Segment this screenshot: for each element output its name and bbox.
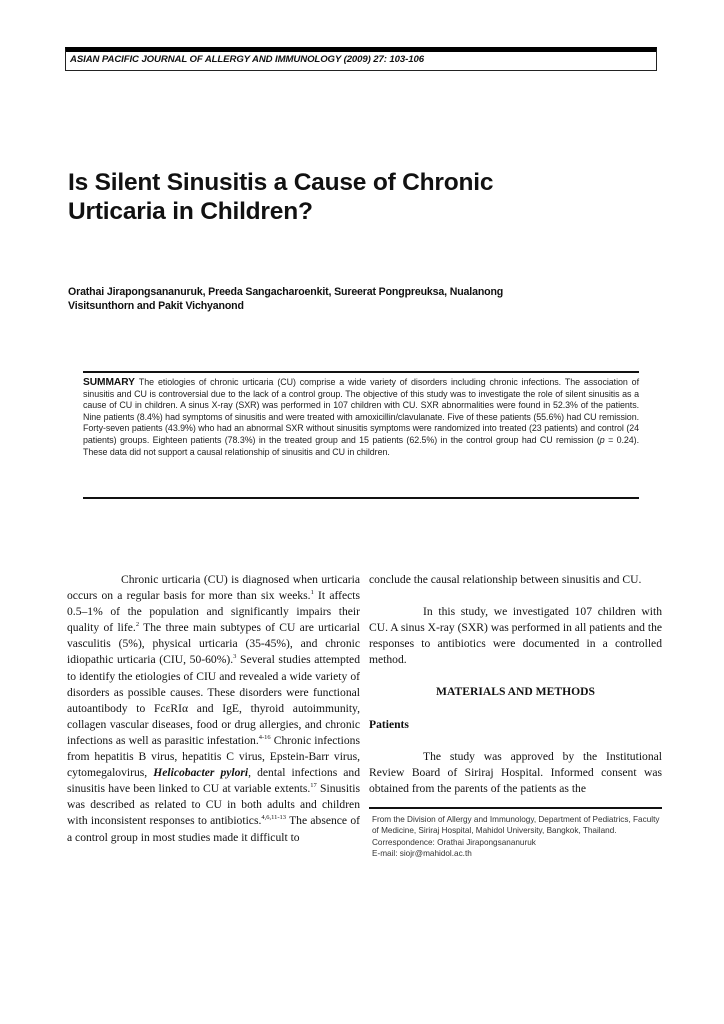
text-run: The three main subtypes of CU are urticarial vasculitis (5%), physical urticaria (35-45%), and chronic idiopathic urticaria (CIU, 50-60%). <box>67 621 360 667</box>
study-paragraph: In this study, we investigated 107 children with CU. A sinus X-ray (SXR) was performed in all patients and the responses to antibiotics were documented in a controlled method. <box>369 605 663 667</box>
text-run: Chronic infections from hepatitis B virus, hepatitis C virus, Epstein-Barr virus, cytomegalovirus, <box>67 733 360 780</box>
subsection-heading: Patients <box>369 717 409 731</box>
footnote-rule <box>369 807 662 809</box>
authors-line-2: Visitsunthorn and Pakit Vichyanond <box>68 300 244 312</box>
text-run: Chronic urticaria (CU) is diagnosed when urticaria occurs on a regular basis for more than six weeks. <box>67 573 360 603</box>
article-title <box>68 168 668 226</box>
continued-paragraph: conclude the causal relationship between sinusitis and CU. <box>369 573 642 586</box>
citation-ref: 2 <box>135 621 140 629</box>
correspondence: Correspondence: Orathai Jirapongsananuruk <box>372 837 536 847</box>
title-line-2: Urticaria in Children? <box>68 198 313 225</box>
author-list <box>68 285 628 313</box>
footnote <box>372 814 662 859</box>
email: E-mail: siojr@mahidol.ac.th <box>372 848 472 858</box>
summary-abstract <box>83 377 639 458</box>
text-run: It affects 0.5–1% of the population and significantly impairs their quality of life. <box>67 589 361 635</box>
text-run: , dental infections and sinusitis have been linked to CU at variable extents. <box>67 766 360 796</box>
body-left-column <box>67 572 360 846</box>
summary-p-symbol: p <box>599 434 605 445</box>
summary-text-1: The etiologies of chronic urticaria (CU) comprise a wide variety of disorders including chronic infections. The association of sinusitis and CU is controversial due to the lack of a control group. The objective of this study was to investigate the role of silent sinusitis as a cause of CU in children. A sinus X-ray (SXR) was performed in 107 children with CU. SXR abnormalities were found in 52.3% of the patients. Nine patients (8.4%) had symptoms of sinusitis and were treated with amoxicillin/clavulanate. Five of these patients (55.6%) had CU remission. Forty-seven patients (43.9%) who had an abnormal SXR without sinusitis symptoms were randomized into treated (23 patients) and control (24 patients) groups. Eighteen patients (78.3%) in the treated group and 15 patients (62.5%) in the control group had CU remission ( <box>83 377 639 445</box>
affiliation: From the Division of Allergy and Immunology, Department of Pediatrics, Faculty of Medicine, Siriraj Hospital, Mahidol University, Bangkok, Thailand. <box>372 815 660 836</box>
summary-top-rule <box>83 371 639 373</box>
citation-ref: 4,6,11-13 <box>261 814 287 822</box>
text-run: Several studies attempted to identify the etiologies of CIU and revealed a wide variety of disorders as possible causes. These disorders were functional autoantibody to FcεRIα and IgE, thyroid autoimmunity, collagen vascular diseases, food or drug allergies, and chronic infections as well as parasitic infestation. <box>67 653 360 747</box>
intro-paragraph <box>67 572 360 846</box>
section-heading: MATERIALS AND METHODS <box>436 685 595 699</box>
citation-ref: 3 <box>233 653 237 661</box>
citation-ref: 1 <box>310 589 314 597</box>
italic-species: Helicobacter pylori <box>153 766 249 780</box>
journal-header-box <box>65 47 657 71</box>
body-right-column <box>369 572 662 797</box>
summary-text-2: = 0.24). These data did not support a causal relationship of sinusitis and CU in children. <box>83 434 639 457</box>
summary-bottom-rule <box>83 497 639 499</box>
patients-paragraph: The study was approved by the Institutional Review Board of Siriraj Hospital. Informed consent was obtained from the parents of the patients as the <box>369 749 662 795</box>
journal-citation: ASIAN PACIFIC JOURNAL OF ALLERGY AND IMMUNOLOGY (2009) 27: 103-106 <box>70 54 424 65</box>
text-run: The absence of a control group in most studies made it difficult to <box>67 814 361 844</box>
text-run: Sinusitis was described as related to CU in both adults and children with inconsistent responses to antibiotics. <box>67 782 360 828</box>
summary-label: SUMMARY <box>83 377 135 388</box>
authors-line-1: Orathai Jirapongsananuruk, Preeda Sangacharoenkit, Sureerat Pongpreuksa, Nualanong <box>68 286 504 298</box>
citation-ref: 4-16 <box>258 733 271 741</box>
citation-ref: 17 <box>310 782 317 790</box>
title-line-1: Is Silent Sinusitis a Cause of Chronic <box>68 169 494 196</box>
